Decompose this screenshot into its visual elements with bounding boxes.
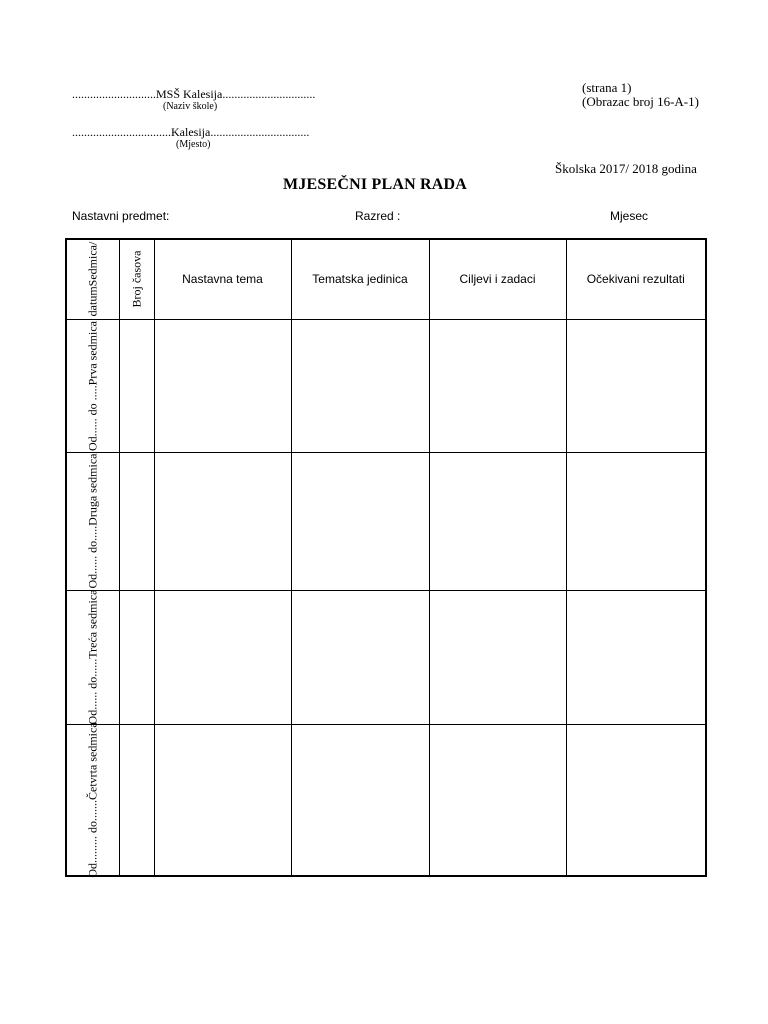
week-2-label-cell (66, 452, 119, 590)
week-date-header (66, 239, 119, 319)
column-header-goals: Ciljevi i zadaci (429, 239, 566, 319)
week-2-outcomes-cell[interactable] (566, 452, 706, 590)
table-row-week-2 (66, 452, 706, 590)
table-header-row (66, 239, 706, 319)
week-1-goals-cell[interactable] (429, 319, 566, 452)
week-3-outcomes-cell[interactable] (566, 590, 706, 724)
week-4-goals-cell[interactable] (429, 724, 566, 876)
week-1-hours-cell[interactable] (119, 319, 154, 452)
school-name-line: ............................MSŠ Kalesija............................... (72, 87, 316, 101)
week-4-outcomes-cell[interactable] (566, 724, 706, 876)
week-1-label-cell (66, 319, 119, 452)
week-4-hours-cell[interactable] (119, 724, 154, 876)
week-1-unit-cell[interactable] (291, 319, 429, 452)
week-2-label: Od...... do.....Druga sedmica (85, 453, 100, 589)
school-year: Školska 2017/ 2018 godina (555, 161, 697, 176)
hours-header (119, 239, 154, 319)
week-2-hours-cell[interactable] (119, 452, 154, 590)
week-1-topic-cell[interactable] (154, 319, 291, 452)
page-title: MJESEČNI PLAN RADA (283, 176, 468, 193)
week-2-unit-cell[interactable] (291, 452, 429, 590)
school-name-caption: (Naziv škole) (163, 101, 218, 112)
place-line: .................................Kalesija................................. (72, 125, 310, 139)
week-4-label: Od......... do.......Četvrta sedmica (85, 722, 100, 878)
week-4-topic-cell[interactable] (154, 724, 291, 876)
week-3-unit-cell[interactable] (291, 590, 429, 724)
page-number: (strana 1) (582, 80, 632, 95)
hours-header-label: Broj časova (129, 250, 143, 308)
week-3-hours-cell[interactable] (119, 590, 154, 724)
week-3-topic-cell[interactable] (154, 590, 291, 724)
form-number: (Obrazac broj 16-A-1) (582, 94, 699, 109)
place-caption: (Mjesto) (176, 139, 211, 150)
column-header-topic: Nastavna tema (154, 239, 291, 319)
week-1-outcomes-cell[interactable] (566, 319, 706, 452)
week-2-topic-cell[interactable] (154, 452, 291, 590)
week-3-goals-cell[interactable] (429, 590, 566, 724)
week-1-label: Od...... do .....Prva sedmica (85, 320, 100, 451)
column-header-outcomes: Očekivani rezultati (566, 239, 706, 319)
table-row-week-4 (66, 724, 706, 876)
week-3-label-cell (66, 590, 119, 724)
week-4-label-cell (66, 724, 119, 876)
month-label: Mjesec (610, 209, 649, 223)
week-3-label: Od...... do......Treća sedmica (85, 589, 100, 725)
week-2-goals-cell[interactable] (429, 452, 566, 590)
table-row-week-1 (66, 319, 706, 452)
table-row-week-3 (66, 590, 706, 724)
week-date-header-label: datumSedmica/ (85, 241, 100, 317)
grade-label: Razred : (355, 209, 401, 223)
subject-label: Nastavni predmet: (72, 209, 170, 223)
plan-table (65, 238, 707, 877)
column-header-unit: Tematska jedinica (291, 239, 429, 319)
week-4-unit-cell[interactable] (291, 724, 429, 876)
